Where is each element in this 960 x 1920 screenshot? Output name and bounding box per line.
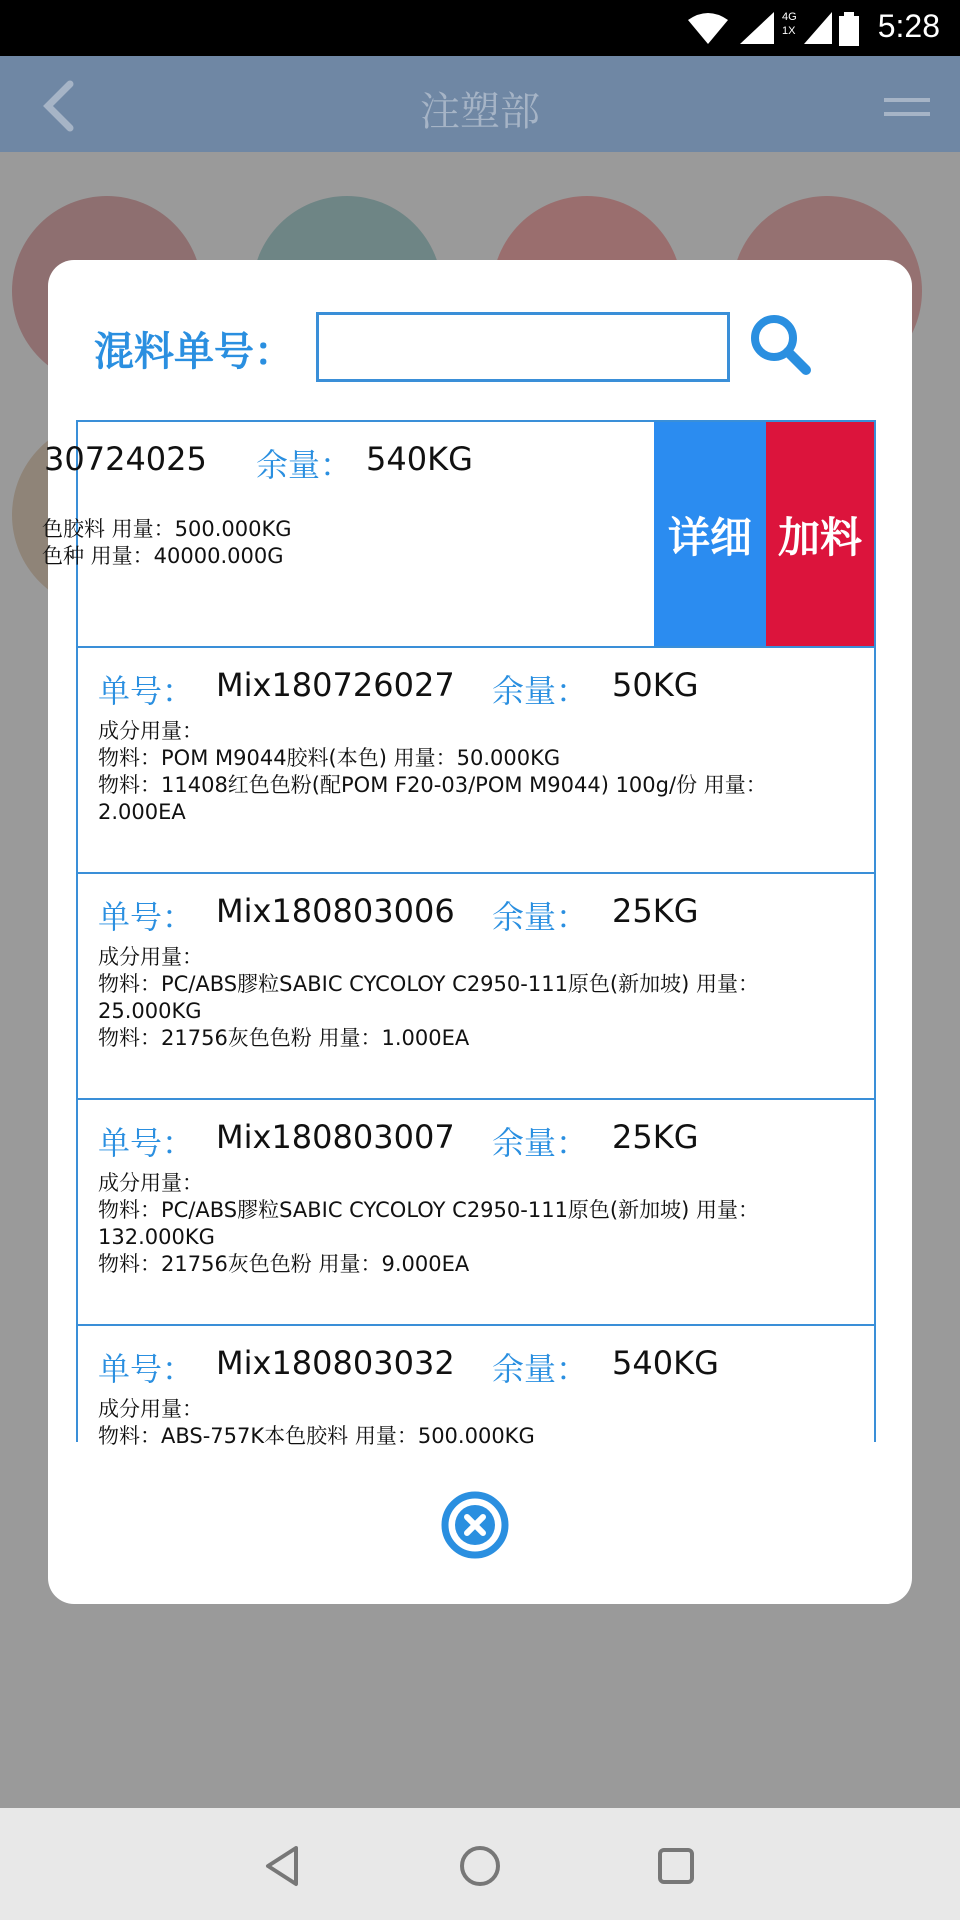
order-number-label: 单号：: [98, 1350, 195, 1388]
order-number: 30724025: [44, 440, 207, 478]
detail-line: 物料：21756灰色色粉 用量：9.000EA: [98, 1252, 470, 1276]
search-label: 混料单号：: [94, 329, 294, 375]
add-material-button[interactable]: 加料: [766, 422, 874, 648]
signal-icon-2: [804, 12, 834, 44]
remaining-label: 余量：: [492, 1350, 589, 1388]
page-title: 注塑部: [420, 89, 540, 135]
detail-line: 物料：PC/ABS膠粒SABIC CYCOLOY C2950-111原色(新加坡) 用量：25.000KG: [98, 972, 759, 1023]
home-circle-icon[interactable]: [458, 1844, 502, 1888]
order-number-label: 单号：: [98, 672, 195, 710]
detail-line: 物料：11408红色色粉(配POM F20-03/POM M9044) 100g/份 用量：2.000EA: [98, 773, 767, 824]
list-item[interactable]: [78, 646, 874, 872]
close-circle-icon[interactable]: [440, 1490, 510, 1560]
detail-line: 成分用量：: [98, 1397, 203, 1421]
detail-line: 色胶料 用量：500.000KG: [42, 517, 292, 541]
remaining-value: 50KG: [612, 666, 699, 704]
remaining-label: 余量：: [492, 1124, 589, 1162]
remaining-value: 540KG: [366, 440, 473, 478]
network-type-bottom: 1X: [782, 25, 796, 37]
detail-line: 物料：PC/ABS膠粒SABIC CYCOLOY C2950-111原色(新加坡) 用量：132.000KG: [98, 1198, 759, 1249]
detail-line: 物料：21756灰色色粉 用量：1.000EA: [98, 1026, 470, 1050]
remaining-label: 余量：: [492, 898, 589, 936]
detail-line: 成分用量：: [98, 945, 203, 969]
back-triangle-icon[interactable]: [262, 1844, 302, 1888]
detail-button[interactable]: 详细: [654, 422, 766, 648]
remaining-value: 540KG: [612, 1344, 719, 1382]
order-number: Mix180803032: [216, 1344, 455, 1382]
search-input[interactable]: [316, 312, 730, 382]
list-item[interactable]: [78, 872, 874, 1098]
item-details: [98, 718, 828, 826]
mix-order-list[interactable]: [42, 420, 876, 1448]
list-item[interactable]: [78, 1098, 874, 1324]
remaining-value: 25KG: [612, 1118, 699, 1156]
remaining-label: 余量：: [256, 446, 353, 484]
detail-line: 成分用量：: [98, 719, 203, 743]
remaining-value: 25KG: [612, 892, 699, 930]
item-details: [98, 1170, 828, 1278]
order-number: Mix180803006: [216, 892, 455, 930]
signal-icon: [740, 12, 776, 44]
order-number-label: 单号：: [98, 1124, 195, 1162]
item-details: [98, 1396, 828, 1450]
order-number: Mix180726027: [216, 666, 455, 704]
network-type-top: 4G: [782, 11, 797, 23]
search-icon[interactable]: [748, 312, 814, 378]
detail-line: 色种 用量：40000.000G: [42, 544, 284, 568]
network-label: [782, 10, 797, 38]
detail-line: 物料：POM M9044胶料(本色) 用量：50.000KG: [98, 746, 561, 770]
detail-line: 成分用量：: [98, 1171, 203, 1195]
battery-icon: [838, 12, 860, 46]
item-details: [98, 944, 828, 1052]
menu-icon[interactable]: [884, 96, 930, 120]
recents-square-icon[interactable]: [656, 1846, 696, 1886]
status-bar: [0, 0, 960, 56]
order-number-label: 单号：: [98, 898, 195, 936]
mix-order-dialog: [42, 260, 912, 1604]
list-item[interactable]: [42, 420, 874, 646]
detail-line: 物料：ABS-757K本色胶料 用量：500.000KG: [98, 1424, 535, 1448]
clock: 5:28: [877, 8, 940, 44]
system-nav-bar: [0, 1808, 960, 1920]
order-number: Mix180803007: [216, 1118, 455, 1156]
app-bar: [0, 56, 960, 152]
remaining-label: 余量：: [492, 672, 589, 710]
wifi-icon: [686, 12, 730, 44]
